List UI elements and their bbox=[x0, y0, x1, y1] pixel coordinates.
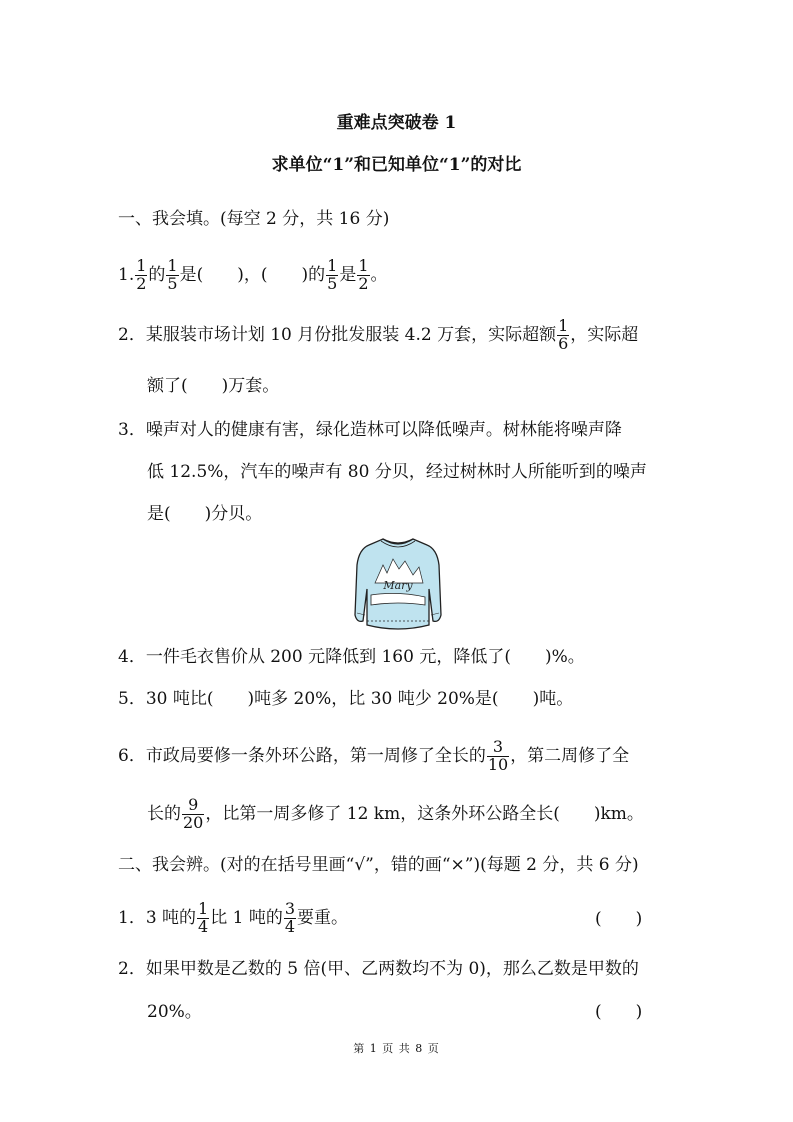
answer-parentheses: ( ) bbox=[595, 1002, 643, 1022]
question-6-line-1: 6．市政局要修一条外环公路，第一周修了全长的 $\frac{3}{10}$ ，第二周修了全 bbox=[118, 737, 630, 774]
section2-heading: 二、我会辨。(对的在括号里画“√”，错的画“×”)(每题 2 分，共 6 分) bbox=[118, 855, 639, 875]
fraction: $\frac{3}{4}$ bbox=[284, 899, 296, 936]
fraction: $\frac{1}{2}$ bbox=[358, 256, 369, 293]
question-4: 4．一件毛衣售价从 200 元降低到 160 元，降低了( )%。 bbox=[118, 647, 585, 667]
question-5: 5．30 吨比( )吨多 20%，比 30 吨少 20%是( )吨。 bbox=[118, 689, 574, 709]
judge-question-1: 1．3 吨的 $\frac{1}{4}$ 比 1 吨的 $\frac{3}{4}$ 要重。 bbox=[118, 899, 349, 936]
question-3-line-3: 是( )分贝。 bbox=[147, 504, 263, 524]
fraction: $\frac{1}{4}$ bbox=[198, 899, 209, 936]
page-footer: 第 1 页 共 8 页 bbox=[353, 1042, 440, 1055]
question-3-line-2: 低 12.5%，汽车的噪声有 80 分贝，经过树林时人所能听到的噪声 bbox=[147, 462, 647, 482]
fraction: $\frac{9}{20}$ bbox=[183, 795, 204, 832]
fraction: $\frac{1}{5}$ bbox=[167, 256, 178, 293]
page-subtitle: 求单位“1”和已知单位“1”的对比 bbox=[271, 155, 522, 175]
question-3-line-1: 3．噪声对人的健康有害，绿化造林可以降低噪声。树林能将噪声降 bbox=[118, 420, 622, 440]
judge-question-2-line-2: 20%。 bbox=[147, 1002, 202, 1022]
fraction: $\frac{1}{2}$ bbox=[136, 256, 147, 293]
fraction: $\frac{1}{6}$ bbox=[558, 316, 569, 353]
question-6-line-2: 长的 $\frac{9}{20}$ ，比第一周多修了 12 km，这条外环公路全长( )km。 bbox=[147, 795, 644, 832]
sweater-label: Mary bbox=[383, 579, 413, 592]
question-1: 1. $\frac{1}{2}$ 的 $\frac{1}{5}$ 是( )，( )的 $\frac{1}{5}$ 是 $\frac{1}{2}$ 。 bbox=[118, 256, 388, 293]
answer-parentheses: ( ) bbox=[595, 909, 643, 929]
section1-heading: 一、我会填。(每空 2 分，共 16 分) bbox=[118, 209, 390, 229]
sweater-illustration bbox=[353, 535, 443, 633]
fraction: $\frac{3}{10}$ bbox=[487, 737, 509, 774]
fraction: $\frac{1}{5}$ bbox=[327, 256, 338, 293]
judge-question-2-line-1: 2．如果甲数是乙数的 5 倍(甲、乙两数均不为 0)，那么乙数是甲数的 bbox=[118, 959, 639, 979]
question-2-line-1: 2．某服装市场计划 10 月份批发服装 4.2 万套，实际超额 $\frac{1}{6}$ ，实际超 bbox=[118, 316, 639, 353]
question-2-line-2: 额了( )万套。 bbox=[147, 376, 280, 396]
page-title: 重难点突破卷 1 bbox=[336, 113, 457, 133]
